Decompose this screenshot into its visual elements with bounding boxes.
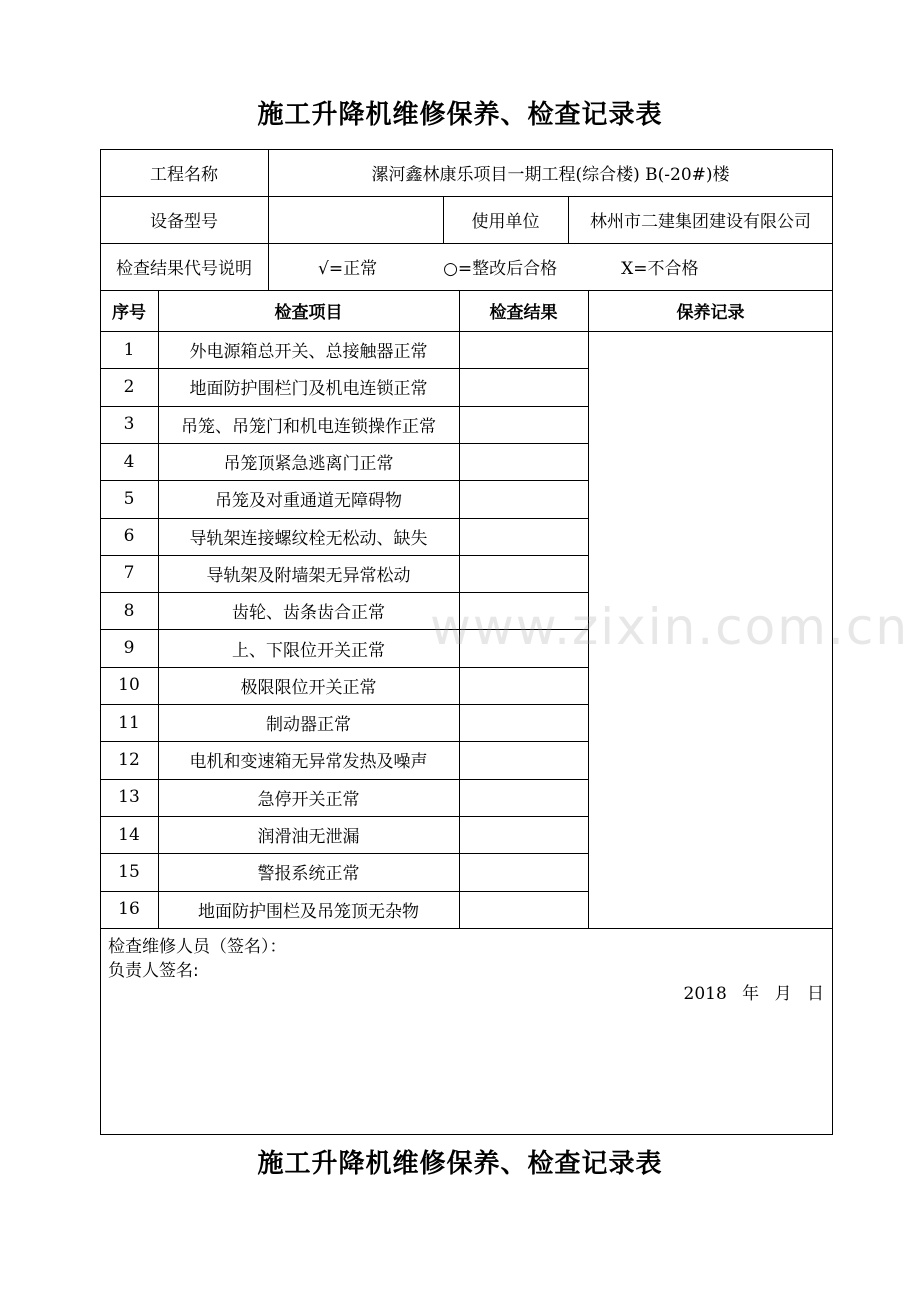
row-item: 润滑油无泄漏 [257, 827, 360, 848]
responsible-signature-label: 负责人签名: [108, 961, 199, 981]
col-seq-header: 序号 [112, 303, 146, 323]
equipment-model-value [268, 196, 443, 243]
row-result-cell[interactable] [459, 368, 588, 405]
row-result-cell[interactable] [459, 779, 588, 816]
row-item: 外电源箱总开关、总接触器正常 [189, 342, 428, 363]
row-seq: 1 [123, 339, 135, 360]
row-item: 吊笼及对重通道无障碍物 [215, 491, 402, 512]
row-result-cell[interactable] [459, 555, 588, 592]
row-result-cell[interactable] [459, 816, 588, 853]
row-result-cell[interactable] [459, 331, 588, 368]
row-item: 地面防护围栏及吊笼顶无杂物 [198, 901, 419, 922]
row-seq: 15 [118, 861, 140, 882]
row-seq: 9 [123, 638, 135, 659]
col-item-header: 检查项目 [274, 303, 343, 323]
row-result-cell[interactable] [459, 891, 588, 928]
row-result-cell[interactable] [459, 667, 588, 704]
row-item: 警报系统正常 [257, 864, 360, 885]
row-item: 制动器正常 [266, 715, 351, 736]
row-result-cell[interactable] [459, 518, 588, 555]
row-seq: 5 [123, 488, 135, 509]
row-item: 急停开关正常 [257, 789, 360, 810]
row-result-cell[interactable] [459, 406, 588, 443]
row-result-cell[interactable] [459, 480, 588, 517]
row-seq: 8 [123, 600, 135, 621]
row-seq: 16 [118, 899, 140, 920]
result-code-label: 检查结果代号说明 [116, 259, 252, 279]
row-item: 吊笼顶紧急逃离门正常 [223, 454, 394, 475]
col-result-header: 检查结果 [489, 303, 558, 323]
row-result-cell[interactable] [459, 443, 588, 480]
row-seq: 10 [118, 675, 140, 696]
row-seq: 13 [118, 787, 140, 808]
row-item: 地面防护围栏门及机电连锁正常 [189, 379, 428, 400]
row-item: 电机和变速箱无异常发热及噪声 [189, 752, 428, 773]
row-result-cell[interactable] [459, 704, 588, 741]
row-result-cell[interactable] [459, 741, 588, 778]
using-unit-label: 使用单位 [471, 212, 540, 232]
row-seq: 6 [123, 526, 135, 547]
row-item: 导轨架及附墙架无异常松动 [206, 565, 411, 586]
row-result-cell[interactable] [459, 853, 588, 890]
page-title-repeat: 施工升降机维修保养、检查记录表 [257, 1149, 663, 1179]
code-normal: √=正常 [318, 259, 378, 279]
row-item: 上、下限位开关正常 [232, 640, 385, 661]
row-seq: 12 [118, 749, 140, 770]
row-seq: 4 [123, 451, 135, 472]
row-seq: 3 [123, 414, 135, 435]
date-line: 2018 年 月 日 [683, 984, 824, 1004]
row-seq: 7 [123, 563, 135, 584]
row-item: 导轨架连接螺纹栓无松动、缺失 [189, 528, 428, 549]
inspector-signature-label: 检查维修人员（签名）： [108, 937, 287, 957]
result-code-legend [268, 243, 833, 290]
row-seq: 2 [123, 376, 135, 397]
row-item: 吊笼、吊笼门和机电连锁操作正常 [181, 416, 436, 437]
row-seq: 11 [118, 712, 140, 733]
row-item: 齿轮、齿条齿合正常 [232, 603, 385, 624]
row-item: 极限限位开关正常 [240, 677, 377, 698]
project-name-value: 漯河鑫林康乐项目一期工程(综合楼) B(-20#)楼 [371, 165, 730, 185]
page-title: 施工升降机维修保养、检查记录表 [257, 100, 663, 130]
watermark: www.zixin.com.cn [430, 598, 910, 656]
equipment-model-label: 设备型号 [150, 212, 218, 232]
project-name-label: 工程名称 [150, 165, 218, 185]
using-unit-value: 林州市二建集团建设有限公司 [590, 212, 811, 232]
col-record-header: 保养记录 [676, 303, 745, 323]
code-fixed: ○=整改后合格 [443, 259, 558, 279]
code-fail: X=不合格 [621, 259, 699, 279]
row-seq: 14 [118, 824, 140, 845]
